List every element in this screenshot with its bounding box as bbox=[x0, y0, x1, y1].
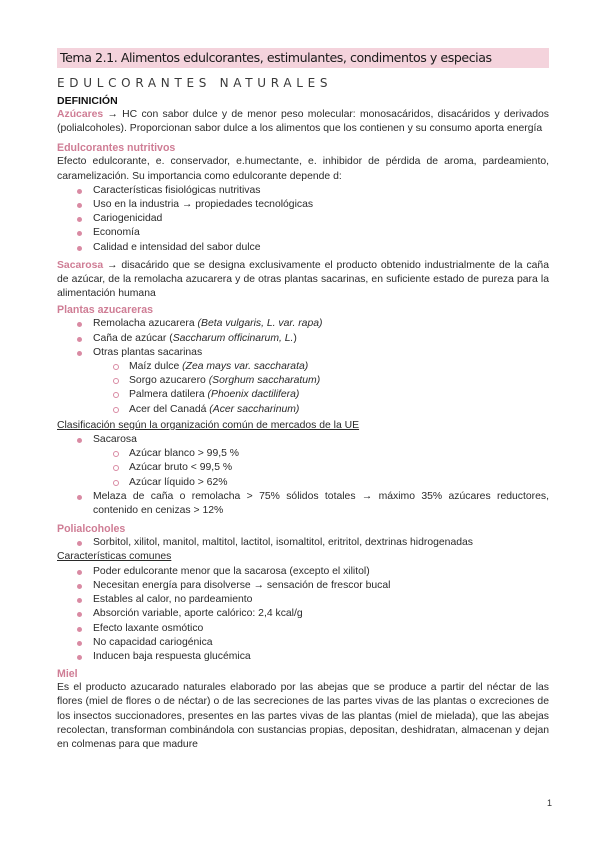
plantas-sublist bbox=[93, 360, 549, 417]
caracteristicas-list bbox=[57, 565, 549, 664]
bullet-icon bbox=[113, 480, 119, 486]
list-item: Cariogenicidad bbox=[77, 212, 549, 226]
bullet-icon bbox=[77, 438, 82, 443]
list-item: Economía bbox=[77, 226, 549, 240]
edulcorantes-list bbox=[57, 184, 549, 255]
list-item: Necesitan energía para disolverse → sensación de frescor bucal bbox=[77, 579, 549, 593]
plantas-heading: Plantas azucareras bbox=[57, 304, 153, 317]
list-item: No capacidad cariogénica bbox=[77, 636, 549, 650]
bullet-icon bbox=[77, 598, 82, 603]
plantas-list bbox=[57, 317, 549, 416]
page-title: Tema 2.1. Alimentos edulcorantes, estimulantes, condimentos y especias bbox=[57, 48, 549, 68]
bullet-icon bbox=[77, 541, 82, 546]
bullet-icon bbox=[77, 584, 82, 589]
list-item: Remolacha azucarera (Beta vulgaris, L. var. rapa) bbox=[77, 317, 549, 331]
list-item: Uso en la industria → propiedades tecnológicas bbox=[77, 198, 549, 212]
list-item: Azúcar blanco > 99,5 % bbox=[113, 447, 549, 461]
list-item: Características fisiológicas nutritivas bbox=[77, 184, 549, 198]
document-page bbox=[57, 48, 549, 752]
polialcoholes-list bbox=[57, 536, 549, 550]
bullet-icon bbox=[77, 246, 82, 251]
bullet-icon bbox=[113, 378, 119, 384]
list-item: Estables al calor, no pardeamiento bbox=[77, 593, 549, 607]
list-item: Azúcar bruto < 99,5 % bbox=[113, 461, 549, 475]
caracteristicas-heading: Características comunes bbox=[57, 551, 172, 563]
miel-heading: Miel bbox=[57, 668, 78, 681]
bullet-icon bbox=[77, 627, 82, 632]
bullet-icon bbox=[77, 217, 82, 222]
list-item: Inducen baja respuesta glucémica bbox=[77, 650, 549, 664]
bullet-icon bbox=[113, 407, 119, 413]
bullet-icon bbox=[77, 495, 82, 500]
bullet-icon bbox=[113, 364, 119, 370]
sacarosa-text: → disacárido que se designa exclusivamente el producto obtenido industrialmente de la caña de azúcar, de la remolacha azucarera y de otras plantas sacarinas, en suficiente estado de pureza para la alimentación humana bbox=[57, 259, 549, 300]
clasificacion-heading: Clasificación según la organización común de mercados de la UE bbox=[57, 419, 360, 431]
miel-paragraph: Es el producto azucarado naturales elaborado por las abejas que se produce a partir del néctar de las flores (miel de flores o de néctar) o de las secreciones de las partes vivas de las plantas o excreciones de los insectos succionadores, presentes en las partes vivas de las plantas (miel de mielada), que las abejas recolectan, transforman combinándola con sustancias propias, depositan, deshidratan, almacenan y dejan en colmenas para que madure bbox=[57, 682, 549, 750]
list-item: Palmera datilera (Phoenix dactilifera) bbox=[113, 388, 549, 402]
list-item: Maíz dulce (Zea mays var. saccharata) bbox=[113, 360, 549, 374]
azucares-text: → HC con sabor dulce y de menor peso molecular: monosacáridos, disacáridos y derivados (polialcoholes). Proporcionan sabor dulce a los alimentos que los contienen y su consumo aporta energía bbox=[57, 109, 549, 135]
list-item: Acer del Canadá (Acer saccharinum) bbox=[113, 403, 549, 417]
bullet-icon bbox=[77, 203, 82, 208]
section-heading: EDULCORANTES NATURALES bbox=[57, 76, 333, 90]
bullet-icon bbox=[77, 612, 82, 617]
azucares-paragraph bbox=[57, 108, 549, 136]
bullet-icon bbox=[77, 655, 82, 660]
list-item: Calidad e intensidad del sabor dulce bbox=[77, 241, 549, 255]
clasificacion-sublist bbox=[93, 447, 549, 490]
bullet-icon bbox=[77, 641, 82, 646]
list-item: Sacarosa Azúcar blanco > 99,5 % Azúcar bruto < 99,5 % Azúcar líquido > 62% bbox=[77, 433, 549, 490]
sacarosa-term: Sacarosa bbox=[57, 259, 104, 271]
definition-heading: DEFINICIÓN bbox=[57, 95, 118, 107]
list-item: Efecto laxante osmótico bbox=[77, 622, 549, 636]
bullet-icon bbox=[113, 392, 119, 398]
list-item: Sorbitol, xilitol, manitol, maltitol, lactitol, isomaltitol, eritritol, dextrinas hidrogenadas bbox=[77, 536, 549, 550]
bullet-icon bbox=[77, 351, 82, 356]
edulcorantes-nutritivos-text: Efecto edulcorante, e. conservador, e.humectante, e. inhibidor de pérdida de aroma, pardeamiento, caramelización. Su importancia como edulcorante depende d: bbox=[57, 156, 549, 182]
edulcorantes-nutritivos-heading: Edulcorantes nutritivos bbox=[57, 142, 176, 155]
bullet-icon bbox=[77, 570, 82, 575]
list-item: Sorgo azucarero (Sorghum saccharatum) bbox=[113, 374, 549, 388]
bullet-icon bbox=[77, 322, 82, 327]
bullet-icon bbox=[77, 189, 82, 194]
bullet-icon bbox=[113, 465, 119, 471]
list-item: Absorción variable, aporte calórico: 2,4 kcal/g bbox=[77, 607, 549, 621]
list-item: Otras plantas sacarinas Maíz dulce (Zea mays var. saccharata) Sorgo azucarero (Sorghum saccharatum) Palmera datilera (Phoenix dactilifera) Acer del Canadá (Acer saccharinum) bbox=[77, 346, 549, 417]
list-item: Azúcar líquido > 62% bbox=[113, 476, 549, 490]
list-item: Caña de azúcar (Saccharum officinarum, L.) bbox=[77, 332, 549, 346]
bullet-icon bbox=[113, 451, 119, 457]
bullet-icon bbox=[77, 337, 82, 342]
sacarosa-paragraph bbox=[57, 259, 549, 302]
bullet-icon bbox=[77, 231, 82, 236]
polialcoholes-heading: Polialcoholes bbox=[57, 523, 126, 536]
list-item: Melaza de caña o remolacha > 75% sólidos totales → máximo 35% azúcares reductores, contenido en cenizas > 12% bbox=[77, 490, 549, 518]
azucares-term: Azúcares bbox=[57, 109, 104, 120]
clasificacion-list bbox=[57, 433, 549, 518]
page-number: 1 bbox=[546, 798, 552, 808]
list-item: Poder edulcorante menor que la sacarosa (excepto el xilitol) bbox=[77, 565, 549, 579]
